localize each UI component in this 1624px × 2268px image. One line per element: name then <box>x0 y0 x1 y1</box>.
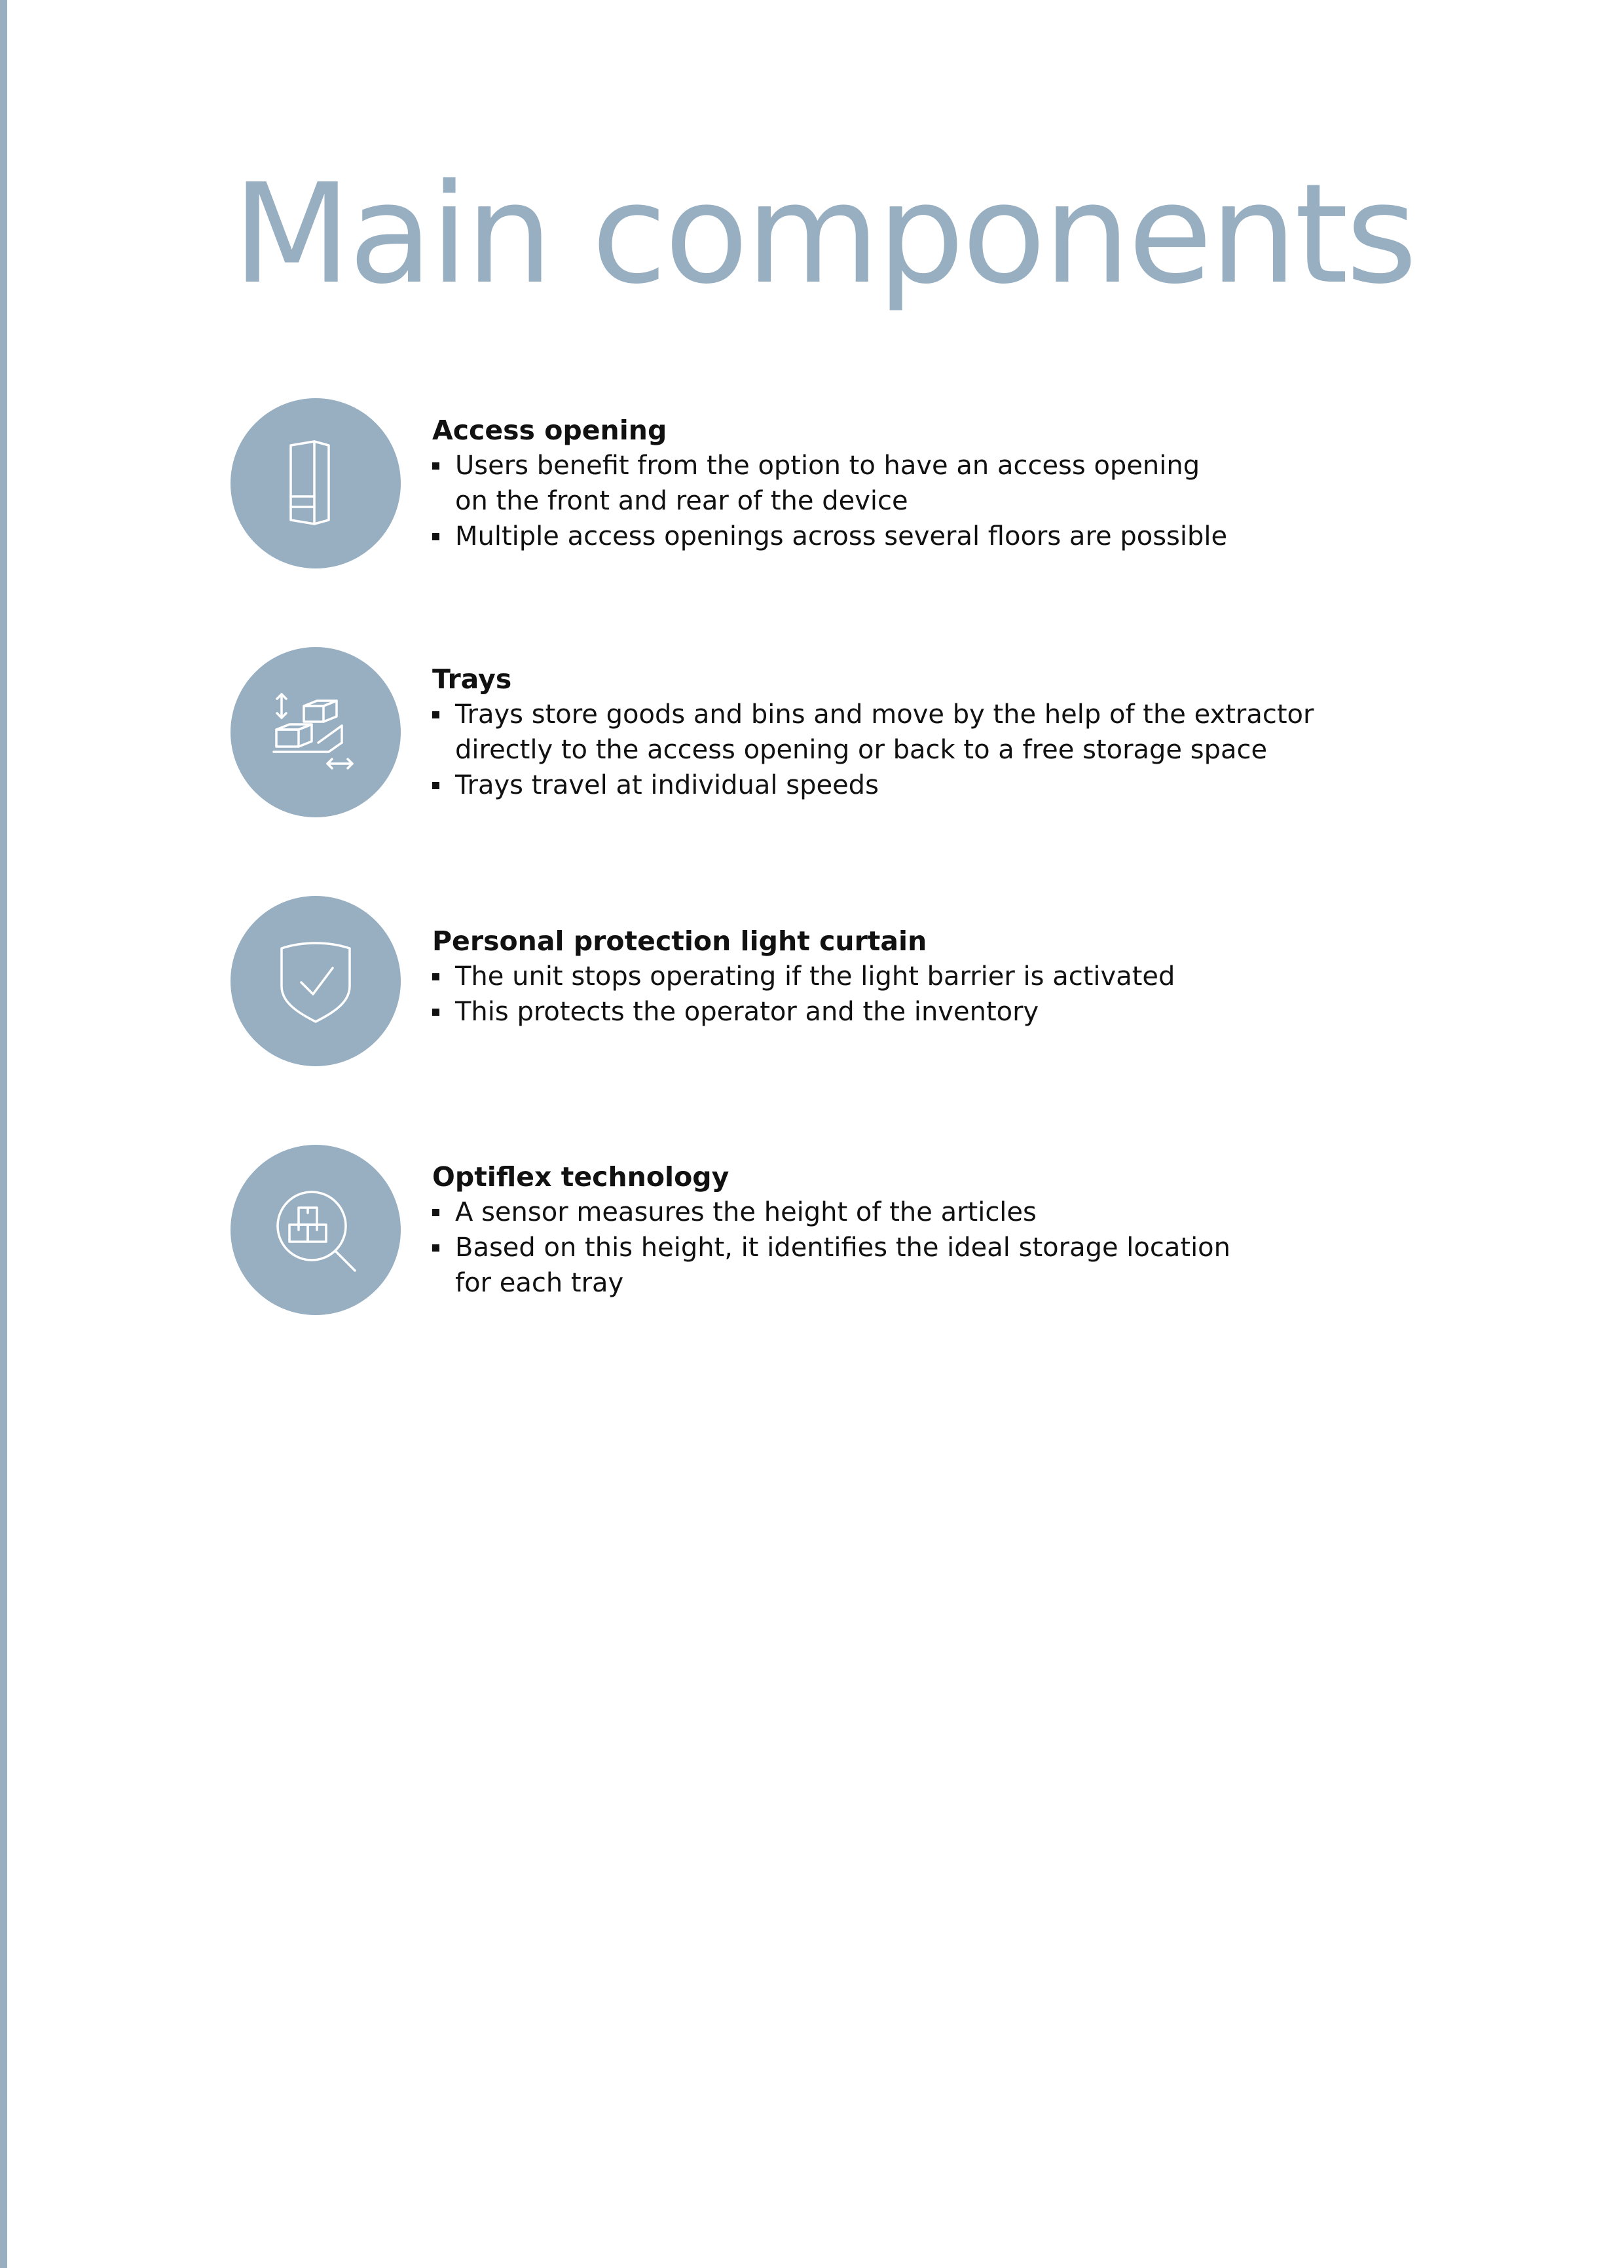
bullet-line: The unit stops operating if the light barrier is activated <box>455 961 1175 992</box>
bullet-line: Multiple access openings across several floors are possible <box>455 521 1228 551</box>
bullet-line: Based on this height, it identifies the ideal storage location <box>455 1233 1231 1263</box>
component-text <box>432 413 1342 554</box>
bullet-item <box>432 768 1342 803</box>
component-text <box>432 1159 1342 1301</box>
component-heading: Personal protection light curtain <box>432 925 927 957</box>
component-heading: Trays <box>432 663 512 695</box>
bullet-item <box>432 697 1342 768</box>
bullet-marker <box>432 973 439 980</box>
bullet-line: Users benefit from the option to have an access opening <box>455 451 1200 481</box>
bullet-marker <box>432 1244 439 1252</box>
bullet-line: Trays travel at individual speeds <box>455 770 879 800</box>
left-accent-rule <box>0 0 7 2268</box>
component-text <box>432 661 1342 803</box>
bullet-marker <box>432 711 439 718</box>
bullet-marker <box>432 462 439 470</box>
component-heading: Optiflex technology <box>432 1161 729 1193</box>
bullet-item <box>432 1195 1342 1230</box>
bullet-list <box>432 1195 1342 1301</box>
bullet-list <box>432 448 1342 554</box>
bullet-item <box>432 994 1342 1030</box>
page-title: Main components <box>232 154 1415 314</box>
bullet-line: This protects the operator and the inventory <box>455 997 1039 1027</box>
bullet-marker <box>432 1209 439 1216</box>
bullet-line: directly to the access opening or back to a free storage space <box>455 735 1268 765</box>
trays-boxes-icon <box>231 647 401 817</box>
magnifier-boxes-icon <box>231 1145 401 1315</box>
bullet-marker <box>432 533 439 540</box>
bullet-item <box>432 959 1342 994</box>
bullet-line: on the front and rear of the device <box>455 486 908 516</box>
bullet-marker <box>432 1009 439 1016</box>
shield-check-icon <box>231 896 401 1066</box>
bullet-item <box>432 448 1342 519</box>
bullet-list <box>432 959 1342 1030</box>
bullet-list <box>432 697 1342 803</box>
bullet-line: Trays store goods and bins and move by the help of the extractor <box>455 699 1314 730</box>
bullet-item <box>432 1230 1342 1301</box>
cabinet-icon <box>231 398 401 568</box>
bullet-item <box>432 519 1342 554</box>
component-heading: Access opening <box>432 415 667 446</box>
bullet-line: for each tray <box>455 1268 624 1298</box>
bullet-line: A sensor measures the height of the articles <box>455 1197 1037 1227</box>
component-text <box>432 923 1342 1030</box>
bullet-marker <box>432 782 439 789</box>
